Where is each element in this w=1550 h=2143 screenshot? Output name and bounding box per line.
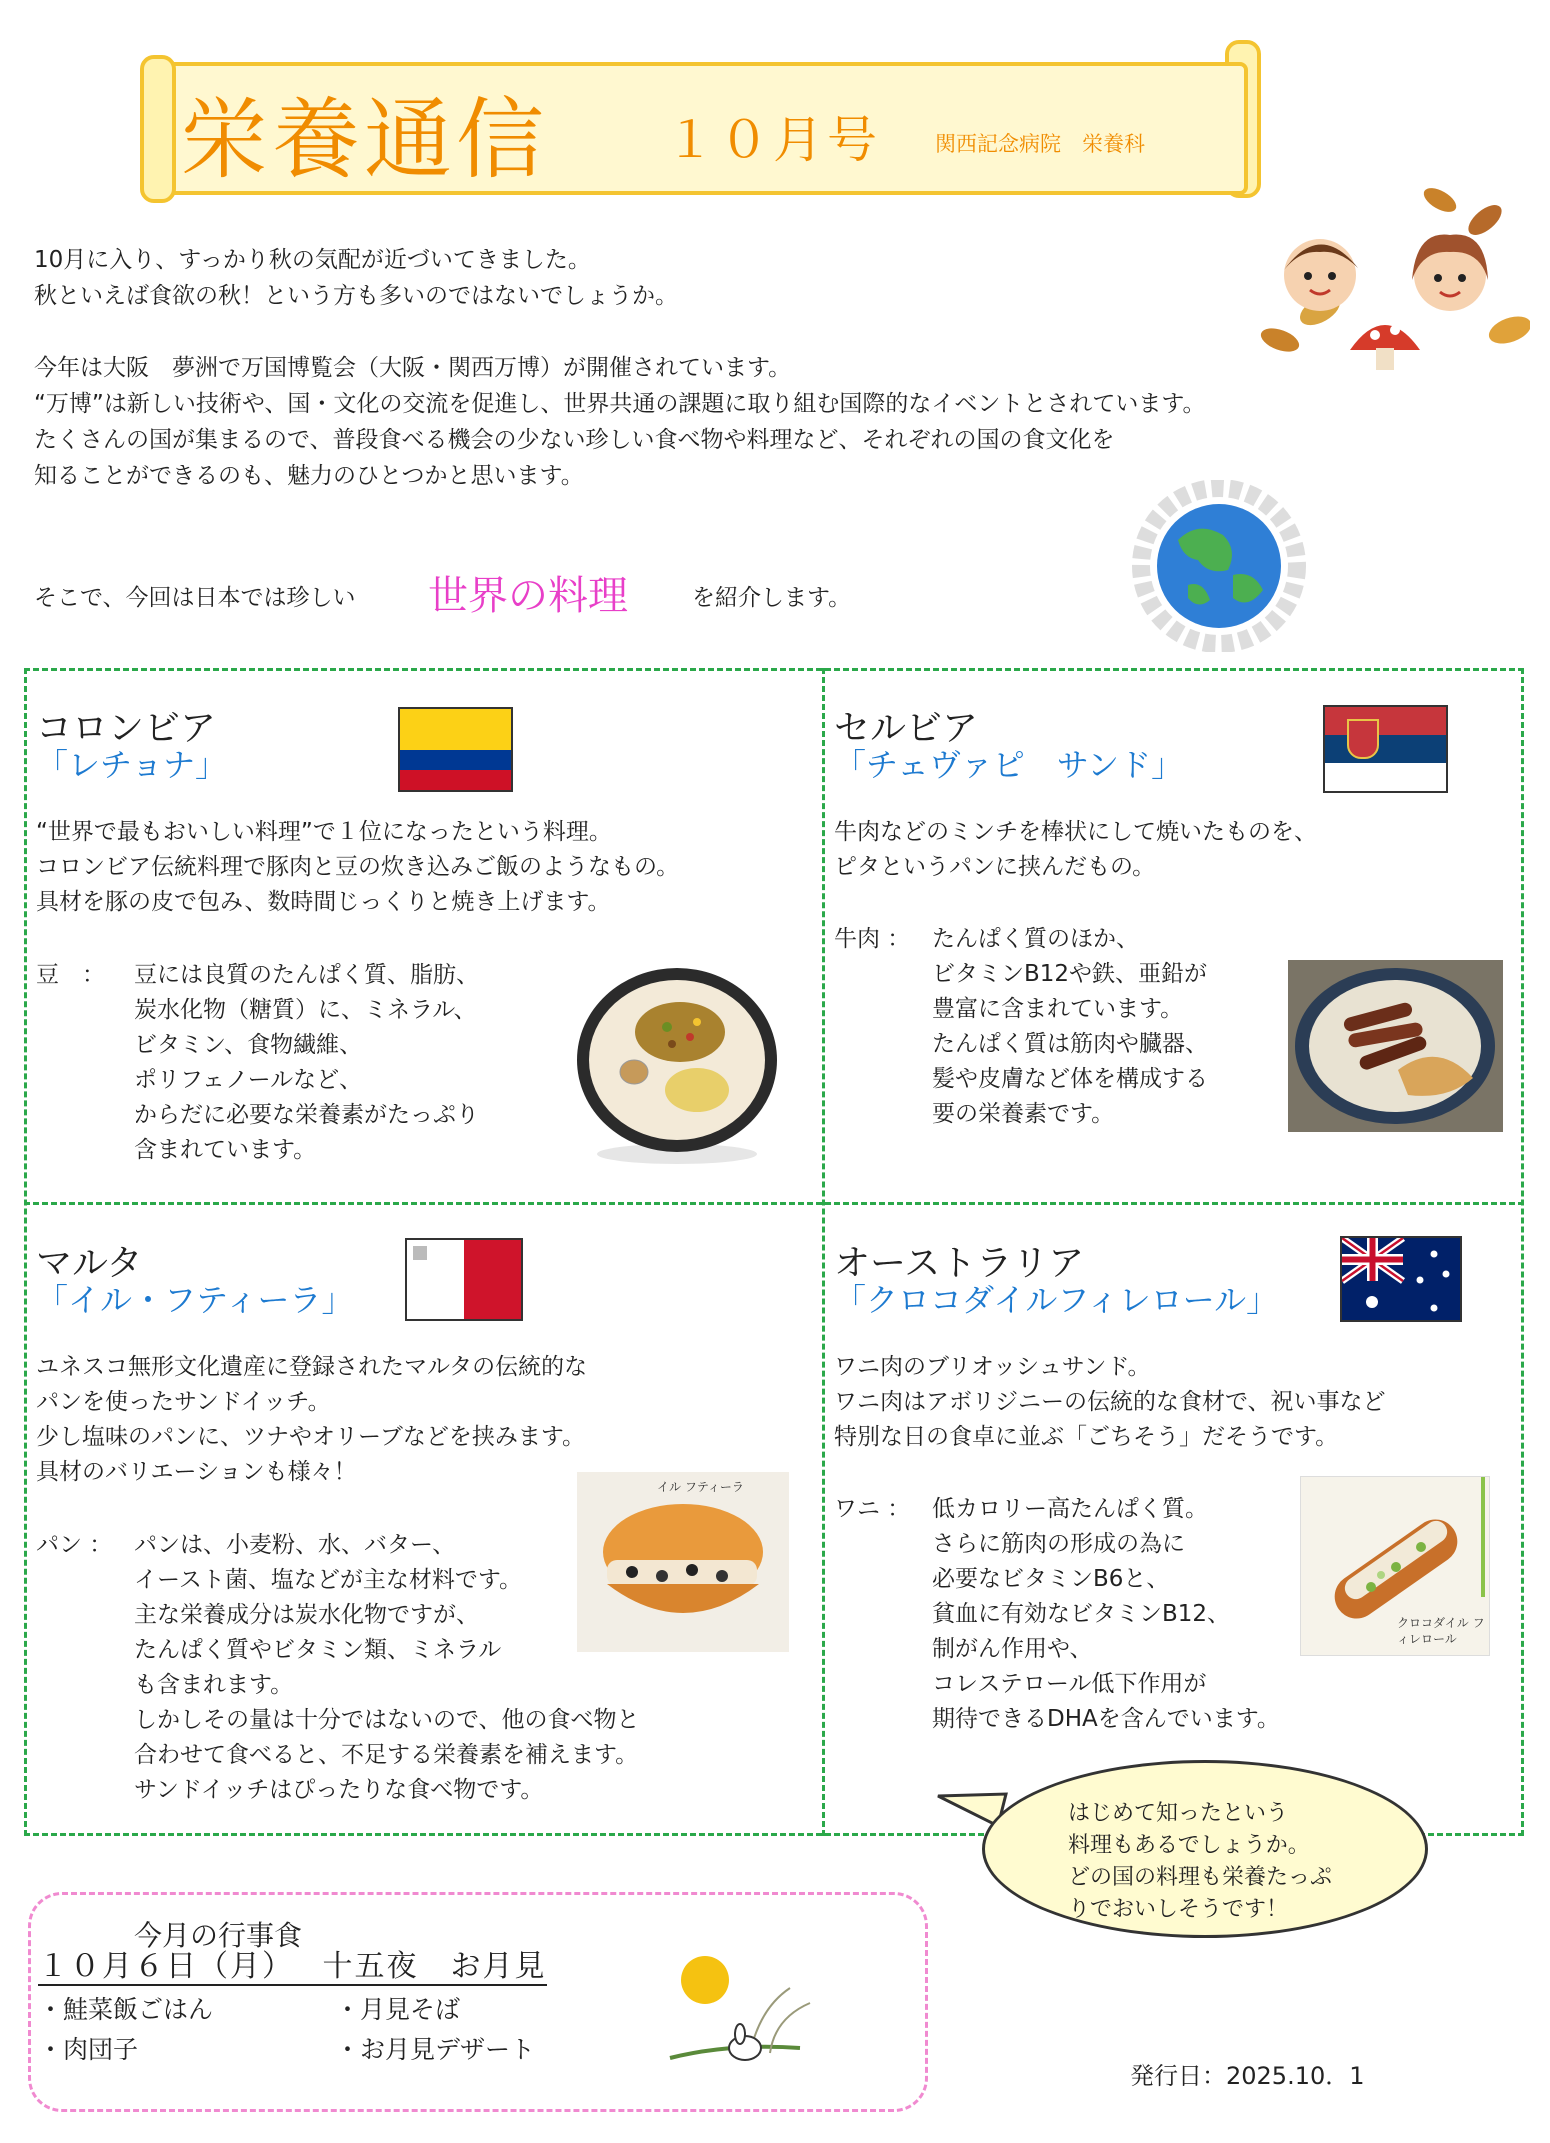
intro-line: “万博”は新しい技術や、国・文化の交流を促進し、世界共通の課題に取り組む国際的なイベントとされています。	[34, 391, 1206, 417]
item-line: コレステロール低下作用が	[932, 1671, 1207, 1697]
desc-line: 牛肉などのミンチを棒状にして焼いたものを、	[834, 819, 1317, 845]
item-line: たんぱく質は筋肉や臓器、	[932, 1031, 1208, 1057]
item-line: 豊富に含まれています。	[932, 996, 1184, 1022]
item-line: からだに必要な栄養素がたっぷり	[134, 1102, 479, 1128]
cevapi-sandwich-photo	[1288, 960, 1503, 1132]
flag-stripe	[400, 770, 511, 790]
colombia-item-label: 豆 ：	[36, 962, 105, 988]
event-menu-left	[38, 1990, 213, 2070]
item-line: たんぱく質のほか、	[932, 926, 1139, 952]
issue-date: 発行日：2025.10．1	[1130, 2062, 1365, 2090]
menu-item: ・鮭菜飯ごはん	[38, 1995, 214, 2024]
item-line: も含まれます。	[134, 1672, 294, 1698]
item-line: サンドイッチはぴったりな食べ物です。	[134, 1777, 544, 1803]
item-line: 要の栄養素です。	[932, 1101, 1115, 1127]
colombia-country: コロンビア	[36, 708, 217, 749]
intro-paragraph-1	[34, 242, 678, 314]
australia-country: オーストラリア	[834, 1243, 1085, 1284]
flag-stripe	[1325, 707, 1446, 735]
serbia-coat-of-arms-icon	[1347, 719, 1379, 759]
desc-line: パンを使ったサンドイッチ。	[36, 1389, 331, 1415]
world-cuisine-highlight: 世界の料理	[428, 573, 628, 619]
serbia-dish: 「チェヴァピ サンド」	[834, 746, 1184, 784]
page-title: 栄養通信	[180, 88, 549, 191]
desc-line: 具材のバリエーションも様々！	[36, 1459, 357, 1485]
intro-lead-before: そこで、今回は日本では珍しい	[34, 585, 356, 611]
autumn-children-illustration	[1240, 180, 1530, 380]
lechona-photo	[572, 962, 782, 1167]
globe-flags-illustration	[1128, 480, 1310, 652]
item-line: ポリフェノールなど、	[134, 1067, 363, 1093]
item-line: たんぱく質やビタミン類、ミネラル	[134, 1637, 502, 1663]
menu-item: ・お月見デザート	[335, 2035, 536, 2064]
item-line: 主な栄養成分は炭水化物ですが、	[134, 1602, 479, 1628]
menu-item: ・月見そば	[335, 1995, 461, 2024]
flag-half	[407, 1240, 464, 1319]
item-line: 低カロリー高たんぱく質。	[932, 1496, 1208, 1522]
item-line: しかしその量は十分ではないので、他の食べ物と	[134, 1707, 640, 1733]
event-heading: 今月の行事食	[134, 1919, 303, 1952]
department-name: 関西記念病院 栄養科	[935, 132, 1145, 156]
flag-stripe	[1325, 763, 1446, 791]
ftira-photo	[577, 1472, 789, 1652]
desc-line: ワニ肉はアボリジニーの伝統的な食材で、祝い事など	[834, 1389, 1386, 1415]
george-cross-icon	[413, 1246, 427, 1260]
item-line: 期待できるDHAを含んでいます。	[932, 1706, 1280, 1732]
bubble-line: りでおいしそうです！	[1068, 1897, 1289, 1922]
intro-line: たくさんの国が集まるので、普段食べる機会の少ない珍しい食べ物や料理など、それぞれの国の食文化を	[34, 427, 1115, 453]
grid-divider-vertical	[822, 668, 825, 1836]
desc-line: 特別な日の食卓に並ぶ「ごちそう」だそうです。	[834, 1424, 1339, 1450]
australia-item-text	[932, 1492, 1280, 1737]
item-line: 貧血に有効なビタミンB12、	[932, 1601, 1231, 1627]
malta-item-text	[134, 1528, 640, 1808]
moon-viewing-illustration	[660, 1948, 820, 2078]
serbia-flag	[1323, 705, 1448, 793]
desc-line: ピタというパンに挟んだもの。	[834, 854, 1156, 880]
intro-line: 秋といえば食欲の秋！という方も多いのではないでしょうか。	[34, 283, 678, 309]
australia-description	[834, 1350, 1386, 1455]
item-line: 必要なビタミンB6と、	[932, 1566, 1170, 1592]
flag-stripe	[400, 709, 511, 750]
item-line: 含まれています。	[134, 1137, 317, 1163]
malta-country: マルタ	[36, 1243, 143, 1284]
intro-line: 知ることができるのも、魅力のひとつかと思います。	[34, 463, 584, 489]
event-date-line: １０月６日（月） 十五夜 お月見	[38, 1949, 547, 1984]
item-line: 豆には良質のたんぱく質、脂肪、	[134, 962, 479, 988]
desc-line: 具材を豚の皮で包み、数時間じっくりと焼き上げます。	[36, 889, 611, 915]
crocodile-roll-photo	[1300, 1476, 1490, 1656]
australia-item-label: ワニ ：	[834, 1496, 911, 1522]
issue-number: １０月号	[665, 111, 881, 169]
item-line: イースト菌、塩などが主な材料です。	[134, 1567, 523, 1593]
desc-line: ユネスコ無形文化遺産に登録されたマルタの伝統的な	[36, 1354, 588, 1380]
grid-divider-horizontal	[24, 1202, 1524, 1205]
colombia-flag	[398, 707, 513, 792]
photo-caption: クロコダイル フィレロール	[1397, 1616, 1485, 1646]
item-line: 炭水化物（糖質）に、ミネラル、	[134, 997, 477, 1023]
flag-stripe	[400, 750, 511, 770]
intro-lead-after: を紹介します。	[692, 585, 852, 611]
item-line: ビタミン、食物繊維、	[134, 1032, 363, 1058]
serbia-description	[834, 815, 1317, 885]
bubble-line: 料理もあるでしょうか。	[1068, 1833, 1310, 1858]
serbia-country: セルビア	[834, 708, 979, 749]
desc-line: “世界で最もおいしい料理”で１位になったという料理。	[36, 819, 612, 845]
item-line: パンは、小麦粉、水、バター、	[134, 1532, 456, 1558]
malta-flag	[405, 1238, 523, 1321]
desc-line: コロンビア伝統料理で豚肉と豆の炊き込みご飯のようなもの。	[36, 854, 680, 880]
banner-scroll-left	[140, 55, 176, 203]
colombia-dish: 「レチョナ」	[36, 746, 228, 784]
australia-flag	[1340, 1236, 1462, 1322]
intro-line: 10月に入り、すっかり秋の気配が近づいてきました。	[34, 247, 591, 273]
desc-line: 少し塩味のパンに、ツナやオリーブなどを挟みます。	[36, 1424, 586, 1450]
item-line: さらに筋肉の形成の為に	[932, 1531, 1185, 1557]
malta-item-label: パン ：	[36, 1532, 113, 1558]
item-line: ビタミンB12や鉄、亜鉛が	[932, 961, 1208, 987]
speech-bubble-text	[1068, 1798, 1332, 1926]
australia-flag-drawing	[1342, 1238, 1462, 1322]
malta-dish: 「イル・フティーラ」	[36, 1281, 354, 1319]
item-line: 髪や皮膚など体を構成する	[932, 1066, 1208, 1092]
bubble-line: はじめて知ったという	[1068, 1801, 1289, 1826]
intro-line: 今年は大阪 夢洲で万国博覧会（大阪・関西万博）が開催されています。	[34, 355, 792, 381]
intro-paragraph-2	[34, 350, 1206, 494]
item-line: 制がん作用や、	[932, 1636, 1093, 1662]
colombia-item-text	[134, 958, 479, 1168]
photo-caption: イル フティーラ	[657, 1480, 744, 1494]
australia-dish: 「クロコダイルフィレロール」	[834, 1281, 1279, 1319]
desc-line: ワニ肉のブリオッシュサンド。	[834, 1354, 1151, 1380]
event-menu-right	[335, 1990, 535, 2070]
flag-stripe	[1325, 735, 1446, 763]
colombia-description	[36, 815, 679, 920]
flag-half	[464, 1240, 521, 1319]
serbia-item-label: 牛肉 ：	[834, 926, 911, 952]
bubble-line: どの国の料理も栄養たっぷ	[1068, 1865, 1333, 1890]
serbia-item-text	[932, 922, 1208, 1132]
item-line: 合わせて食べると、不足する栄養素を補えます。	[134, 1742, 639, 1768]
ftira-sandwich-drawing	[577, 1472, 789, 1652]
malta-description	[36, 1350, 587, 1490]
menu-item: ・肉団子	[38, 2035, 139, 2064]
